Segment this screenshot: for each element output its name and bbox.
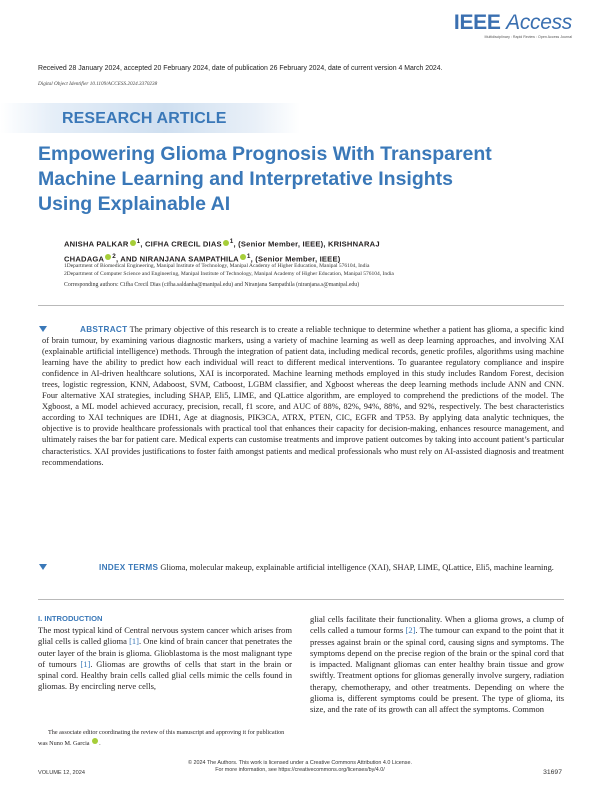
triangle-bullet-icon bbox=[39, 564, 47, 570]
license-notice bbox=[150, 760, 450, 774]
article-type-label: RESEARCH ARTICLE bbox=[62, 110, 227, 127]
author-role: , (Senior Member, IEEE) bbox=[250, 254, 341, 264]
abstract bbox=[42, 324, 564, 468]
author-affil-sup: 2 bbox=[112, 252, 116, 260]
abstract-heading: ABSTRACT bbox=[80, 325, 128, 334]
author-affil-sup: 1 bbox=[246, 252, 251, 260]
citation-link[interactable]: [1] bbox=[80, 658, 91, 669]
body-text: The most typical kind of Central nervous system cancer which arises from glial cells is called glioma bbox=[38, 625, 292, 647]
body-column-right bbox=[310, 614, 564, 716]
author-list bbox=[64, 236, 474, 265]
affiliations bbox=[64, 262, 394, 278]
footnote-text: The associate editor coordinating the review of this manuscript and approving it for publication was Nuno M. Garcia bbox=[38, 729, 285, 747]
publication-dates: Received 28 January 2024, accepted 20 February 2024, date of publication 26 February 2024, date of current version 4 March 2024. bbox=[38, 65, 443, 72]
divider bbox=[38, 305, 564, 306]
affiliation-1: 1Department of Biomedical Engineering, Manipal Institute of Technology, Manipal Academy of Higher Education, Manipal 576104, India bbox=[64, 263, 370, 269]
orcid-icon[interactable] bbox=[105, 254, 111, 260]
page-number: 31697 bbox=[543, 769, 562, 776]
author-role: , (Senior Member, IEEE), KRISHNARAJ bbox=[233, 239, 380, 249]
doi[interactable]: Digital Object Identifier 10.1109/ACCESS.2024.3370238 bbox=[38, 81, 158, 87]
journal-name-access: Access bbox=[506, 11, 572, 34]
body-text: glial cells facilitate their functionality. When a glioma grows, a clump of cells called a tumour forms bbox=[310, 614, 564, 636]
author-affil-sup: 1 bbox=[229, 238, 234, 245]
orcid-icon[interactable] bbox=[130, 240, 136, 246]
license-link[interactable]: For more information, see https://creativecommons.org/licenses/by/4.0/ bbox=[215, 767, 385, 774]
index-terms bbox=[62, 562, 562, 574]
affiliation-2: 2Department of Computer Science and Engineering, Manipal Institute of Technology, Manipal Academy of Higher Education, Manipal 576104, India bbox=[64, 271, 394, 277]
author-name: ANISHA PALKAR bbox=[64, 239, 129, 249]
author-name: CHADAGA bbox=[64, 254, 105, 264]
orcid-icon[interactable] bbox=[223, 240, 229, 246]
article-title: Empowering Glioma Prognosis With Transparent Machine Learning and Interpretative Insights Using Explainable AI bbox=[38, 143, 492, 215]
citation-link[interactable]: [1] bbox=[129, 636, 139, 647]
section-heading: I. INTRODUCTION bbox=[38, 614, 103, 623]
author-name: , AND NIRANJANA SAMPATHILA bbox=[115, 254, 239, 264]
body-text: . The tumour can expand to the point that it presses against brain or the spinal cord, causing signs and symptoms. The symptoms depend on the precise region of the brain or the spinal cord that is impacted. Malignant gliomas can enter healthy brain tissue and grow swiftly. Treatment options for gliomas generally involve surgery, radiation therapy, chemotherapy, and other treatments. Depending on where the glioma is, different symptoms could be present. The type of glioma, its size, and the rate of its growth can all affect the symptoms. Common bbox=[310, 625, 565, 715]
journal-logo bbox=[454, 12, 572, 39]
editor-footnote: The associate editor coordinating the review of this manuscript and approving it for publication was Nuno M. Garcia . bbox=[38, 729, 285, 747]
journal-tagline: Multidisciplinary : Rapid Review : Open Access Journal bbox=[484, 35, 572, 39]
index-terms-text: Glioma, molecular makeup, explainable artificial intelligence (XAI), SHAP, LIME, QLattice, Eli5, machine learning. bbox=[160, 563, 554, 572]
body-column-left bbox=[38, 625, 292, 693]
license-line: © 2024 The Authors. This work is licensed under a Creative Commons Attribution 4.0 License. bbox=[187, 760, 412, 766]
corresponding-authors: Corresponding authors: Cifha Crecil Dias (cifha.saldanha@manipal.edu) and Niranjana Sampathila (niranjana.s@manipal.edu) bbox=[64, 282, 360, 288]
divider bbox=[38, 599, 564, 600]
citation-link[interactable]: [2] bbox=[405, 625, 416, 636]
volume-label: VOLUME 12, 2024 bbox=[38, 770, 85, 776]
body-text: . Gliomas are growths of cells that start in the brain or spinal cord. Healthy brain cells called glial cells mimic the cells found in gliomas. By encircling nerve cells, bbox=[38, 658, 292, 692]
orcid-icon[interactable] bbox=[92, 738, 98, 744]
journal-name-ieee: IEEE bbox=[453, 11, 501, 34]
body-text: . One kind of brain cancer that penetrates the outer layer of the brain is glioma. Glioblastoma is the most malignant type of tumours bbox=[38, 636, 292, 669]
abstract-text: The primary objective of this research is to create a reliable technique to determine whether a patient has glioma, a specific kind of brain tumour, by examining various diagnostic markers, using a variety of machine learning as well as deep learning approaches, and involving XAI (explainable artificial intelligence) methods. Through the integration of patient data, including medical records, genetic profiles, algorithms using machine learning have the ability to predict how each individual will react to different medical interventions. To guarantee regulatory compliance and inspire confidence in AI-driven healthcare solutions, XAI is incorporated. Machine learning methods employed in this study includes Random Forest, decision trees, logistic regression, KNN, Adaboost, SVM, Catboost, LGBM classifier, and Xgboost whereas the deep learning methods include ANN and CNN. Four alternative XAI strategies, including SHAP, Eli5, LIME, and QLattice algorithm, are employed to comprehend the predictions of the model. The Xgboost, a ML model achieved accuracy, precision, recall, f1 score, and AUC of 88%, 82%, 94%, 88%, and 92%, respectively. The best characteristics according to XAI techniques are IDH1, Age at diagnosis, PIK3CA, ATRX, PTEN, CIC, EGFR and TP53. By applying data analytic techniques, the objective is to provide healthcare professionals with practical tool that enhances their capacity for decision-making, enhances resource management, and ultimately raises the bar for patient care. Medical experts can customise treatments and improve patient outcomes by taking into account patient’s particular characteristics. XAI provides justifications to foster faith amongst patients and medical professionals who must rely on AI-assisted diagnosis and treatment recommendations. bbox=[42, 325, 564, 467]
orcid-icon[interactable] bbox=[240, 254, 246, 260]
index-terms-heading: INDEX TERMS bbox=[99, 563, 159, 572]
author-affil-sup: 1 bbox=[136, 238, 141, 245]
author-name: , CIFHA CRECIL DIAS bbox=[140, 239, 222, 249]
